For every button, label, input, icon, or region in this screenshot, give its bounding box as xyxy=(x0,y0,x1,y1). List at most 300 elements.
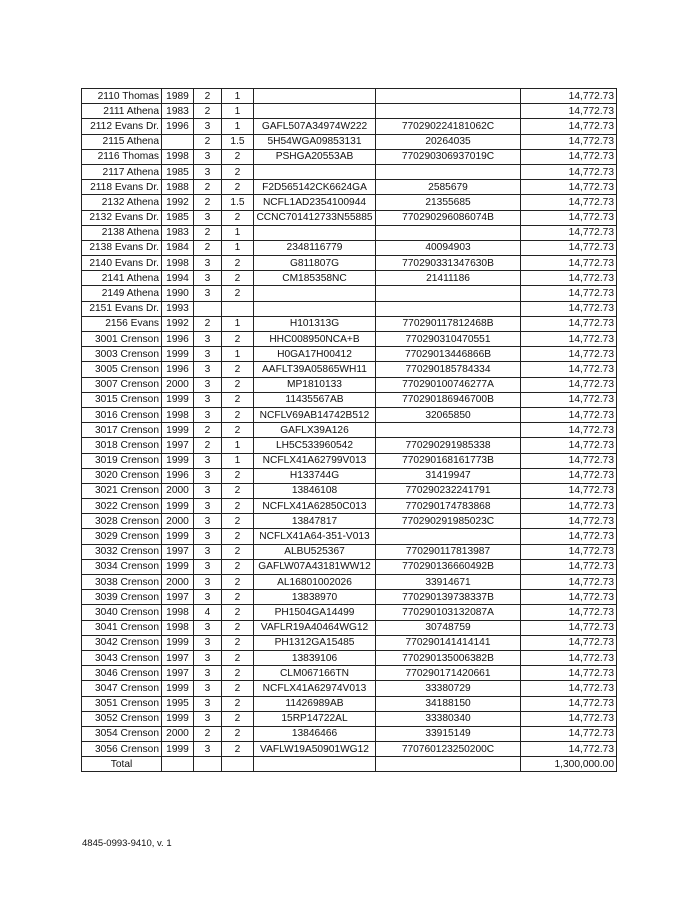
baths-cell: 2 xyxy=(222,392,254,407)
bedrooms-cell: 2 xyxy=(194,316,222,331)
amount-cell: 14,772.73 xyxy=(521,590,617,605)
baths-cell: 2 xyxy=(222,666,254,681)
bedrooms-cell: 3 xyxy=(194,483,222,498)
bedrooms-cell: 3 xyxy=(194,590,222,605)
decal-number-cell: 770290186946700B xyxy=(376,392,521,407)
year-cell: 1999 xyxy=(162,529,194,544)
bedrooms-cell: 2 xyxy=(194,240,222,255)
empty-cell xyxy=(254,757,376,772)
serial-number-cell: GAFLX39A126 xyxy=(254,423,376,438)
bedrooms-cell: 2 xyxy=(194,438,222,453)
table-row xyxy=(82,544,617,559)
baths-cell: 1 xyxy=(222,119,254,134)
amount-cell: 14,772.73 xyxy=(521,635,617,650)
table-row xyxy=(82,134,617,149)
decal-number-cell: 770290296086074B xyxy=(376,210,521,225)
address-cell: 3028 Crenson xyxy=(82,514,162,529)
decal-number-cell: 770290103132087A xyxy=(376,605,521,620)
empty-cell xyxy=(376,757,521,772)
table-row xyxy=(82,514,617,529)
baths-cell: 2 xyxy=(222,575,254,590)
table-row xyxy=(82,271,617,286)
table-row xyxy=(82,225,617,240)
baths-cell: 2 xyxy=(222,499,254,514)
decal-number-cell: 770290136660492B xyxy=(376,559,521,574)
decal-number-cell: 40094903 xyxy=(376,240,521,255)
year-cell: 1984 xyxy=(162,240,194,255)
baths-cell: 2 xyxy=(222,514,254,529)
amount-cell: 14,772.73 xyxy=(521,605,617,620)
year-cell: 1999 xyxy=(162,711,194,726)
baths-cell: 2 xyxy=(222,164,254,179)
table-row xyxy=(82,89,617,104)
decal-number-cell: 20264035 xyxy=(376,134,521,149)
decal-number-cell: 77029013446866B xyxy=(376,347,521,362)
year-cell: 1997 xyxy=(162,590,194,605)
amount-cell: 14,772.73 xyxy=(521,726,617,741)
bedrooms-cell: 3 xyxy=(194,210,222,225)
baths-cell: 2 xyxy=(222,620,254,635)
table-row xyxy=(82,635,617,650)
decal-number-cell: 770290310470551 xyxy=(376,332,521,347)
year-cell: 1999 xyxy=(162,742,194,757)
year-cell: 1998 xyxy=(162,256,194,271)
year-cell: 1995 xyxy=(162,696,194,711)
address-cell: 3032 Crenson xyxy=(82,544,162,559)
table-row xyxy=(82,256,617,271)
table-body xyxy=(82,89,617,772)
serial-number-cell: NCFLX41A64-351-V013 xyxy=(254,529,376,544)
year-cell: 1999 xyxy=(162,423,194,438)
total-amount: 1,300,000.00 xyxy=(521,757,617,772)
baths-cell: 2 xyxy=(222,590,254,605)
amount-cell: 14,772.73 xyxy=(521,650,617,665)
bedrooms-cell: 4 xyxy=(194,605,222,620)
serial-number-cell: 13847817 xyxy=(254,514,376,529)
baths-cell: 2 xyxy=(222,149,254,164)
serial-number-cell: G811807G xyxy=(254,256,376,271)
address-cell: 3005 Crenson xyxy=(82,362,162,377)
year-cell: 1993 xyxy=(162,301,194,316)
bedrooms-cell: 3 xyxy=(194,711,222,726)
serial-number-cell: AL16801002026 xyxy=(254,575,376,590)
bedrooms-cell: 2 xyxy=(194,423,222,438)
baths-cell: 2 xyxy=(222,407,254,422)
amount-cell: 14,772.73 xyxy=(521,620,617,635)
table-row xyxy=(82,119,617,134)
table-row xyxy=(82,377,617,392)
baths-cell: 2 xyxy=(222,605,254,620)
address-cell: 3003 Crenson xyxy=(82,347,162,362)
table-row xyxy=(82,301,617,316)
amount-cell: 14,772.73 xyxy=(521,696,617,711)
amount-cell: 14,772.73 xyxy=(521,514,617,529)
address-cell: 3040 Crenson xyxy=(82,605,162,620)
year-cell: 1999 xyxy=(162,453,194,468)
address-cell: 2141 Athena xyxy=(82,271,162,286)
bedrooms-cell: 3 xyxy=(194,407,222,422)
decal-number-cell: 21411186 xyxy=(376,271,521,286)
serial-number-cell: LH5C533960542 xyxy=(254,438,376,453)
decal-number-cell: 770290291985338 xyxy=(376,438,521,453)
amount-cell: 14,772.73 xyxy=(521,499,617,514)
year-cell: 1997 xyxy=(162,666,194,681)
decal-number-cell: 31419947 xyxy=(376,468,521,483)
baths-cell: 2 xyxy=(222,711,254,726)
serial-number-cell: PSHGA20553AB xyxy=(254,149,376,164)
address-cell: 3034 Crenson xyxy=(82,559,162,574)
year-cell: 1997 xyxy=(162,438,194,453)
decal-number-cell: 30748759 xyxy=(376,620,521,635)
decal-number-cell: 34188150 xyxy=(376,696,521,711)
document-id: 4845-0993-9410, v. 1 xyxy=(82,838,172,849)
decal-number-cell: 770290139738337B xyxy=(376,590,521,605)
address-cell: 2110 Thomas xyxy=(82,89,162,104)
year-cell: 1985 xyxy=(162,210,194,225)
year-cell: 1994 xyxy=(162,271,194,286)
decal-number-cell: 770290174783868 xyxy=(376,499,521,514)
bedrooms-cell: 3 xyxy=(194,499,222,514)
year-cell: 1990 xyxy=(162,286,194,301)
table-row xyxy=(82,650,617,665)
amount-cell: 14,772.73 xyxy=(521,742,617,757)
decal-number-cell: 770290185784334 xyxy=(376,362,521,377)
table-row xyxy=(82,149,617,164)
amount-cell: 14,772.73 xyxy=(521,271,617,286)
bedrooms-cell: 3 xyxy=(194,635,222,650)
bedrooms-cell: 3 xyxy=(194,119,222,134)
table-row xyxy=(82,726,617,741)
bedrooms-cell: 3 xyxy=(194,696,222,711)
serial-number-cell: CM185358NC xyxy=(254,271,376,286)
table-row xyxy=(82,499,617,514)
amount-cell: 14,772.73 xyxy=(521,134,617,149)
baths-cell: 2 xyxy=(222,468,254,483)
baths-cell: 1 xyxy=(222,240,254,255)
year-cell: 2000 xyxy=(162,726,194,741)
serial-number-cell: H133744G xyxy=(254,468,376,483)
serial-number-cell: GAFLW07A43181WW12 xyxy=(254,559,376,574)
serial-number-cell xyxy=(254,104,376,119)
bedrooms-cell: 3 xyxy=(194,286,222,301)
baths-cell: 1 xyxy=(222,316,254,331)
bedrooms-cell: 3 xyxy=(194,347,222,362)
bedrooms-cell: 3 xyxy=(194,149,222,164)
baths-cell: 1 xyxy=(222,89,254,104)
amount-cell: 14,772.73 xyxy=(521,89,617,104)
address-cell: 3047 Crenson xyxy=(82,681,162,696)
decal-number-cell: 770290100746277A xyxy=(376,377,521,392)
baths-cell: 2 xyxy=(222,544,254,559)
baths-cell: 2 xyxy=(222,742,254,757)
bedrooms-cell: 2 xyxy=(194,225,222,240)
year-cell: 1997 xyxy=(162,650,194,665)
address-cell: 2140 Evans Dr. xyxy=(82,256,162,271)
year-cell: 1992 xyxy=(162,195,194,210)
amount-cell: 14,772.73 xyxy=(521,362,617,377)
amount-cell: 14,772.73 xyxy=(521,529,617,544)
year-cell: 1983 xyxy=(162,104,194,119)
address-cell: 3038 Crenson xyxy=(82,575,162,590)
address-cell: 3022 Crenson xyxy=(82,499,162,514)
serial-number-cell: PH1312GA15485 xyxy=(254,635,376,650)
table-row xyxy=(82,590,617,605)
table-row xyxy=(82,529,617,544)
address-cell: 2132 Athena xyxy=(82,195,162,210)
bedrooms-cell: 2 xyxy=(194,726,222,741)
decal-number-cell: 770760123250200C xyxy=(376,742,521,757)
table-row xyxy=(82,742,617,757)
serial-number-cell: 11426989AB xyxy=(254,696,376,711)
baths-cell: 2 xyxy=(222,559,254,574)
serial-number-cell: 15RP14722AL xyxy=(254,711,376,726)
table-row xyxy=(82,423,617,438)
year-cell: 1988 xyxy=(162,180,194,195)
amount-cell: 14,772.73 xyxy=(521,240,617,255)
serial-number-cell: PH1504GA14499 xyxy=(254,605,376,620)
bedrooms-cell: 3 xyxy=(194,620,222,635)
baths-cell: 2 xyxy=(222,180,254,195)
table-row xyxy=(82,195,617,210)
baths-cell: 2 xyxy=(222,362,254,377)
address-cell: 3018 Crenson xyxy=(82,438,162,453)
amount-cell: 14,772.73 xyxy=(521,164,617,179)
year-cell: 1998 xyxy=(162,149,194,164)
amount-cell: 14,772.73 xyxy=(521,407,617,422)
table-row xyxy=(82,468,617,483)
address-cell: 3039 Crenson xyxy=(82,590,162,605)
serial-number-cell xyxy=(254,286,376,301)
year-cell: 1996 xyxy=(162,362,194,377)
bedrooms-cell: 3 xyxy=(194,377,222,392)
decal-number-cell xyxy=(376,301,521,316)
table-row xyxy=(82,180,617,195)
year-cell: 2000 xyxy=(162,514,194,529)
serial-number-cell: 5H54WGA09853131 xyxy=(254,134,376,149)
serial-number-cell xyxy=(254,301,376,316)
year-cell: 1996 xyxy=(162,332,194,347)
bedrooms-cell: 3 xyxy=(194,256,222,271)
address-cell: 2138 Evans Dr. xyxy=(82,240,162,255)
bedrooms-cell: 3 xyxy=(194,575,222,590)
amount-cell: 14,772.73 xyxy=(521,559,617,574)
year-cell: 1999 xyxy=(162,681,194,696)
serial-number-cell: CLM067166TN xyxy=(254,666,376,681)
baths-cell: 2 xyxy=(222,271,254,286)
serial-number-cell: NCFL1AD2354100944 xyxy=(254,195,376,210)
amount-cell: 14,772.73 xyxy=(521,104,617,119)
table-row xyxy=(82,240,617,255)
bedrooms-cell: 3 xyxy=(194,392,222,407)
baths-cell: 2 xyxy=(222,423,254,438)
bedrooms-cell: 3 xyxy=(194,529,222,544)
serial-number-cell: 13846466 xyxy=(254,726,376,741)
year-cell: 1992 xyxy=(162,316,194,331)
address-cell: 3029 Crenson xyxy=(82,529,162,544)
address-cell: 3046 Crenson xyxy=(82,666,162,681)
year-cell: 1998 xyxy=(162,620,194,635)
baths-cell: 1 xyxy=(222,104,254,119)
decal-number-cell xyxy=(376,164,521,179)
bedrooms-cell: 3 xyxy=(194,164,222,179)
decal-number-cell: 770290171420661 xyxy=(376,666,521,681)
serial-number-cell: 2348116779 xyxy=(254,240,376,255)
amount-cell: 14,772.73 xyxy=(521,575,617,590)
serial-number-cell: GAFL507A34974W222 xyxy=(254,119,376,134)
year-cell: 1985 xyxy=(162,164,194,179)
amount-cell: 14,772.73 xyxy=(521,225,617,240)
decal-number-cell: 770290117813987 xyxy=(376,544,521,559)
baths-cell: 2 xyxy=(222,256,254,271)
amount-cell: 14,772.73 xyxy=(521,392,617,407)
baths-cell xyxy=(222,301,254,316)
baths-cell: 2 xyxy=(222,377,254,392)
address-cell: 3016 Crenson xyxy=(82,407,162,422)
table-row xyxy=(82,666,617,681)
decal-number-cell xyxy=(376,286,521,301)
amount-cell: 14,772.73 xyxy=(521,666,617,681)
baths-cell: 1 xyxy=(222,453,254,468)
amount-cell: 14,772.73 xyxy=(521,119,617,134)
amount-cell: 14,772.73 xyxy=(521,377,617,392)
year-cell: 1989 xyxy=(162,89,194,104)
amount-cell: 14,772.73 xyxy=(521,453,617,468)
bedrooms-cell: 2 xyxy=(194,195,222,210)
decal-number-cell xyxy=(376,104,521,119)
serial-number-cell: 13838970 xyxy=(254,590,376,605)
address-cell: 3019 Crenson xyxy=(82,453,162,468)
table-row xyxy=(82,575,617,590)
bedrooms-cell: 3 xyxy=(194,544,222,559)
serial-number-cell: MP1810133 xyxy=(254,377,376,392)
address-cell: 3007 Crenson xyxy=(82,377,162,392)
decal-number-cell xyxy=(376,89,521,104)
table-row xyxy=(82,681,617,696)
amount-cell: 14,772.73 xyxy=(521,316,617,331)
year-cell: 1998 xyxy=(162,605,194,620)
decal-number-cell: 32065850 xyxy=(376,407,521,422)
address-cell: 3042 Crenson xyxy=(82,635,162,650)
bedrooms-cell: 3 xyxy=(194,332,222,347)
address-cell: 3020 Crenson xyxy=(82,468,162,483)
amount-cell: 14,772.73 xyxy=(521,149,617,164)
baths-cell: 2 xyxy=(222,681,254,696)
baths-cell: 1 xyxy=(222,438,254,453)
address-cell: 3015 Crenson xyxy=(82,392,162,407)
amount-cell: 14,772.73 xyxy=(521,347,617,362)
decal-number-cell: 33915149 xyxy=(376,726,521,741)
bedrooms-cell: 3 xyxy=(194,681,222,696)
address-cell: 3017 Crenson xyxy=(82,423,162,438)
serial-number-cell xyxy=(254,225,376,240)
baths-cell: 2 xyxy=(222,696,254,711)
bedrooms-cell: 2 xyxy=(194,104,222,119)
year-cell: 2000 xyxy=(162,377,194,392)
address-cell: 2118 Evans Dr. xyxy=(82,180,162,195)
address-cell: 2151 Evans Dr. xyxy=(82,301,162,316)
decal-number-cell: 770290306937019C xyxy=(376,149,521,164)
table-row xyxy=(82,711,617,726)
address-cell: 3052 Crenson xyxy=(82,711,162,726)
table-row xyxy=(82,347,617,362)
table-row xyxy=(82,438,617,453)
bedrooms-cell: 3 xyxy=(194,468,222,483)
amount-cell: 14,772.73 xyxy=(521,256,617,271)
decal-number-cell: 33380340 xyxy=(376,711,521,726)
decal-number-cell: 770290291985023C xyxy=(376,514,521,529)
serial-number-cell: 13839106 xyxy=(254,650,376,665)
table-row xyxy=(82,407,617,422)
year-cell: 1999 xyxy=(162,347,194,362)
year-cell: 1983 xyxy=(162,225,194,240)
bedrooms-cell: 3 xyxy=(194,666,222,681)
amount-cell: 14,772.73 xyxy=(521,438,617,453)
serial-number-cell xyxy=(254,89,376,104)
serial-number-cell: NCFLX41A62974V013 xyxy=(254,681,376,696)
address-cell: 2138 Athena xyxy=(82,225,162,240)
serial-number-cell: NCFLX41A62850C013 xyxy=(254,499,376,514)
property-table xyxy=(81,88,617,772)
table-row xyxy=(82,164,617,179)
baths-cell: 1.5 xyxy=(222,195,254,210)
decal-number-cell: 33914671 xyxy=(376,575,521,590)
bedrooms-cell: 3 xyxy=(194,559,222,574)
amount-cell: 14,772.73 xyxy=(521,544,617,559)
address-cell: 3054 Crenson xyxy=(82,726,162,741)
serial-number-cell: AAFLT39A05865WH11 xyxy=(254,362,376,377)
year-cell: 1997 xyxy=(162,544,194,559)
table-row xyxy=(82,210,617,225)
baths-cell: 1 xyxy=(222,225,254,240)
amount-cell: 14,772.73 xyxy=(521,681,617,696)
year-cell: 1999 xyxy=(162,392,194,407)
total-label: Total xyxy=(82,757,162,772)
amount-cell: 14,772.73 xyxy=(521,711,617,726)
baths-cell: 2 xyxy=(222,635,254,650)
year-cell: 2000 xyxy=(162,483,194,498)
table-row xyxy=(82,605,617,620)
address-cell: 2117 Athena xyxy=(82,164,162,179)
amount-cell: 14,772.73 xyxy=(521,210,617,225)
decal-number-cell xyxy=(376,225,521,240)
year-cell: 1996 xyxy=(162,119,194,134)
total-row xyxy=(82,757,617,772)
address-cell: 2115 Athena xyxy=(82,134,162,149)
address-cell: 2112 Evans Dr. xyxy=(82,119,162,134)
year-cell: 1996 xyxy=(162,468,194,483)
serial-number-cell: H0GA17H00412 xyxy=(254,347,376,362)
bedrooms-cell: 2 xyxy=(194,89,222,104)
year-cell: 1999 xyxy=(162,499,194,514)
decal-number-cell: 770290224181062C xyxy=(376,119,521,134)
decal-number-cell xyxy=(376,423,521,438)
decal-number-cell: 770290232241791 xyxy=(376,483,521,498)
serial-number-cell: ALBU525367 xyxy=(254,544,376,559)
address-cell: 3051 Crenson xyxy=(82,696,162,711)
baths-cell: 1.5 xyxy=(222,134,254,149)
address-cell: 2116 Thomas xyxy=(82,149,162,164)
amount-cell: 14,772.73 xyxy=(521,468,617,483)
table-row xyxy=(82,316,617,331)
serial-number-cell: H101313G xyxy=(254,316,376,331)
table-row xyxy=(82,286,617,301)
bedrooms-cell xyxy=(194,301,222,316)
address-cell: 3041 Crenson xyxy=(82,620,162,635)
amount-cell: 14,772.73 xyxy=(521,180,617,195)
serial-number-cell: CCNC701412733N55885 xyxy=(254,210,376,225)
table-row xyxy=(82,332,617,347)
empty-cell xyxy=(162,757,194,772)
